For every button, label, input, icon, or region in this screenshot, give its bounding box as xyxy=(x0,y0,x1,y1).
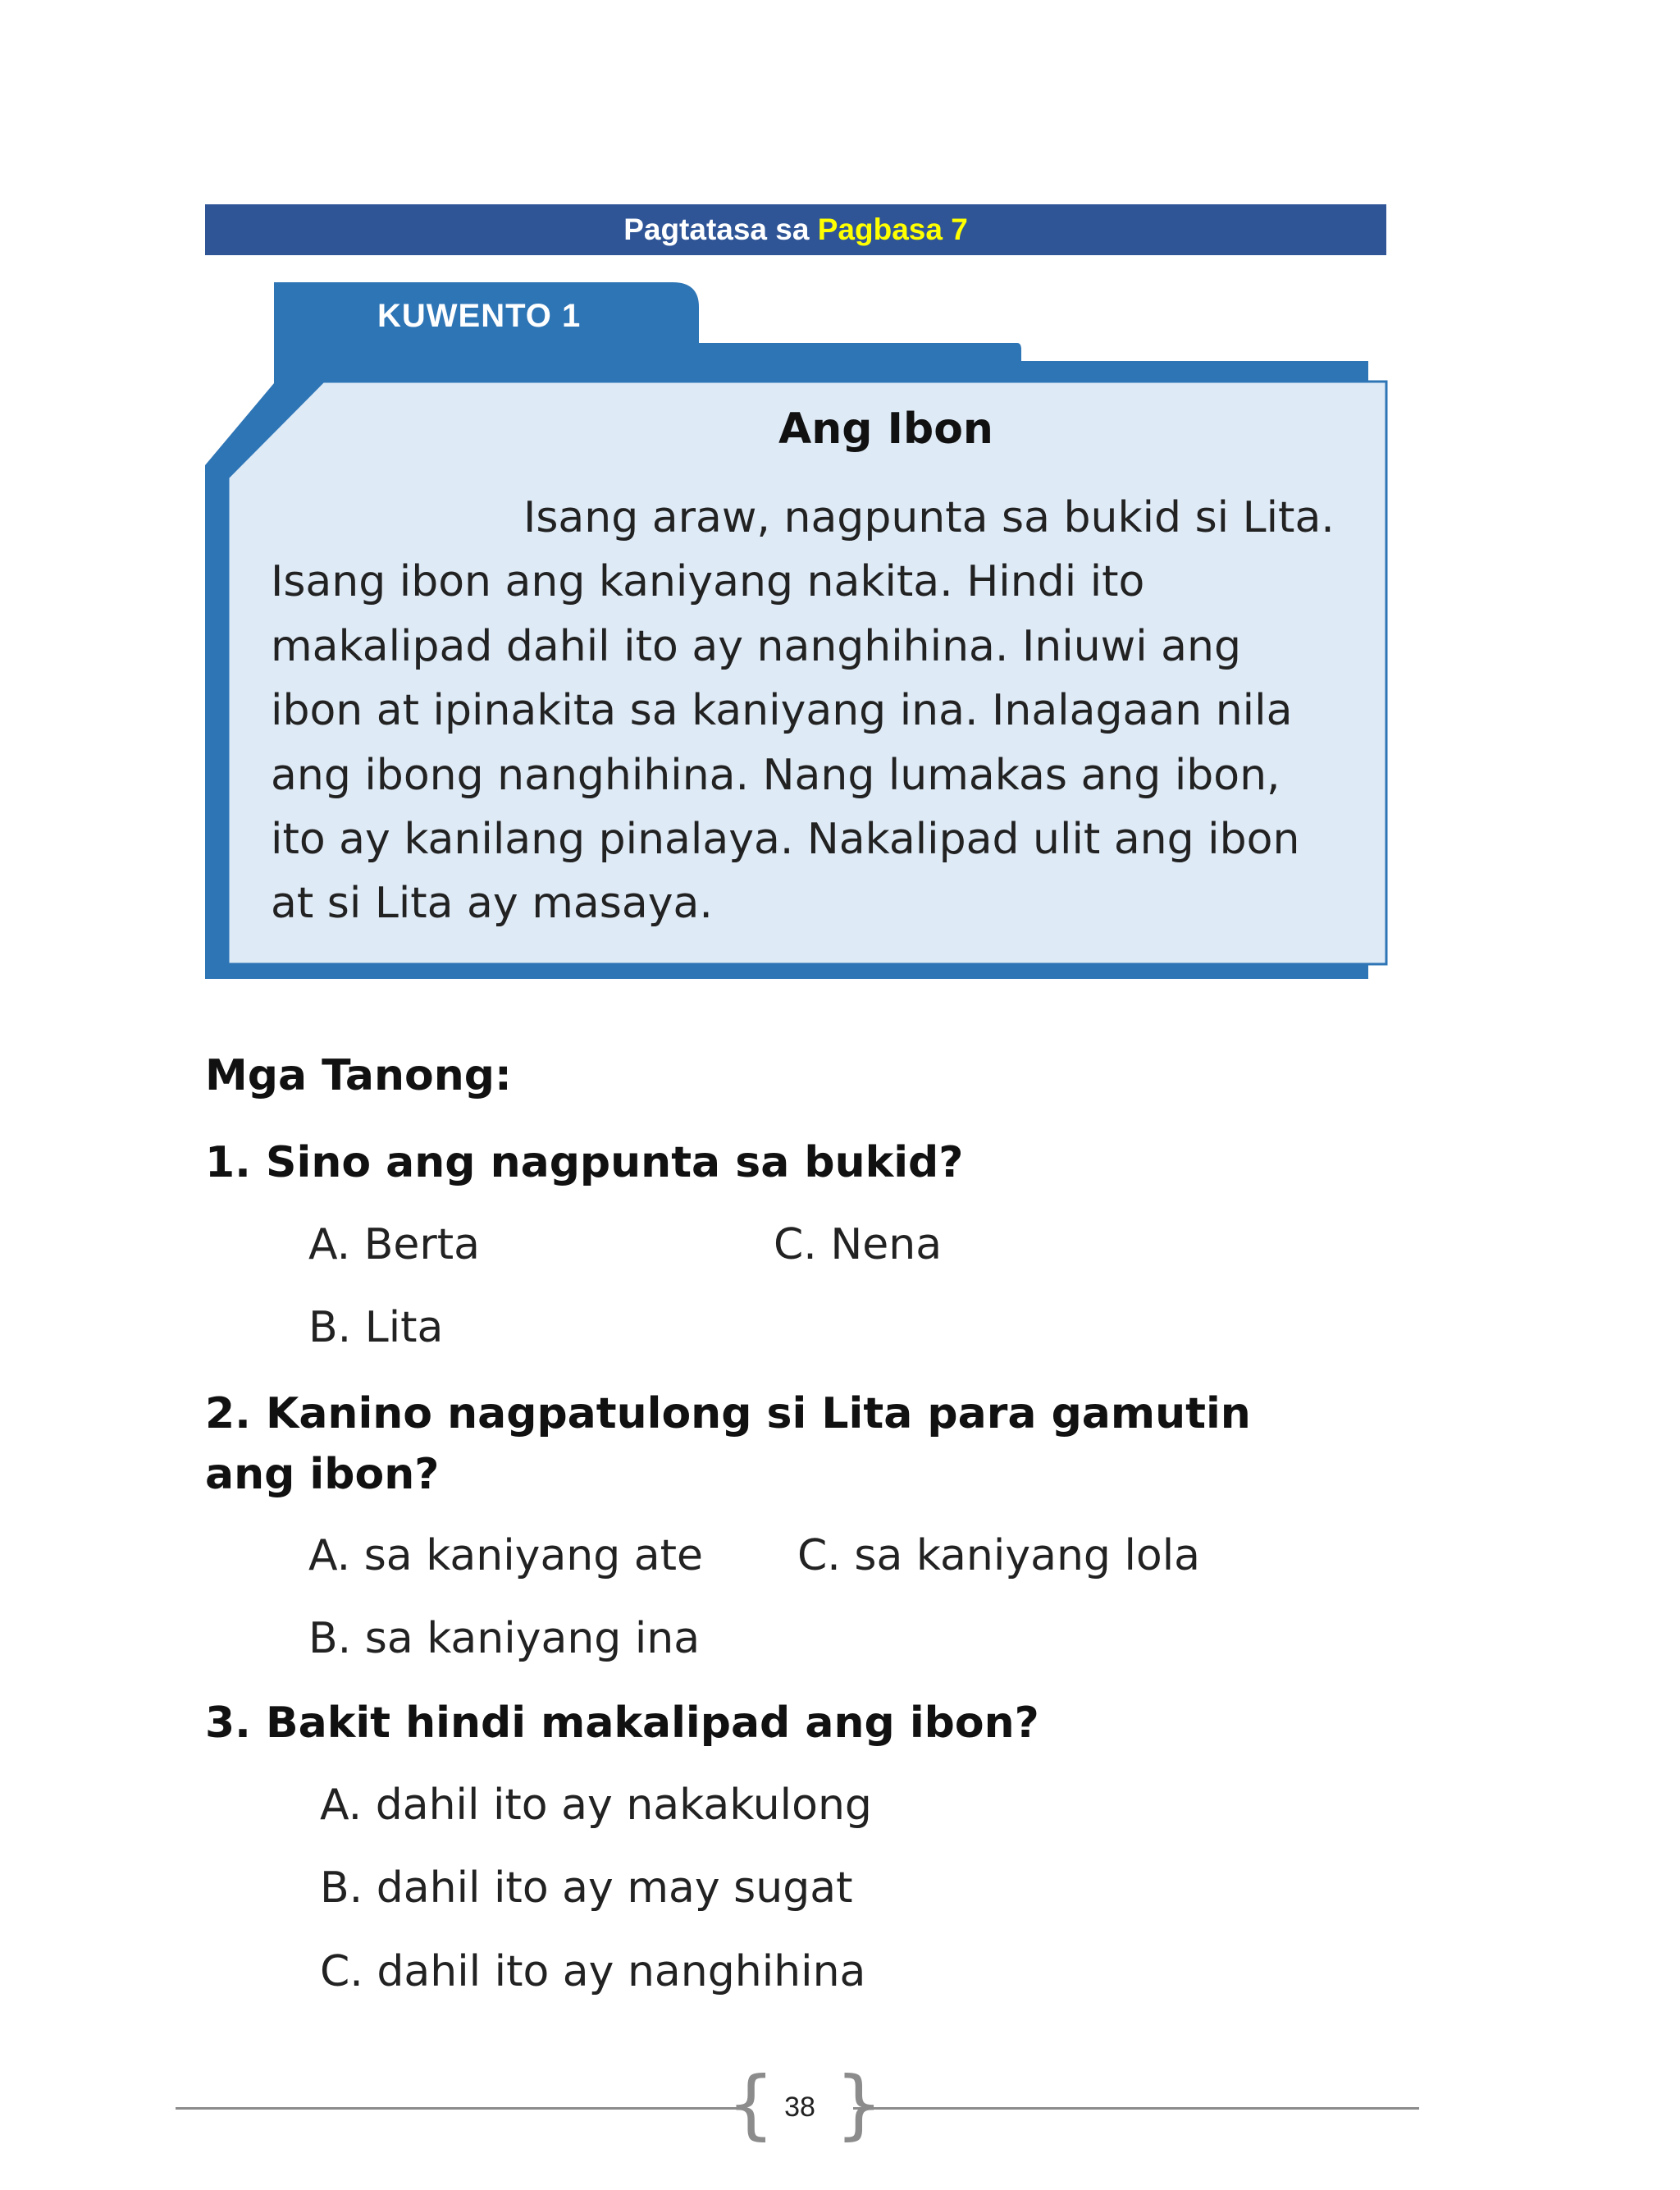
question-2-option-a: A. sa kaniyang ate xyxy=(308,1531,704,1580)
story-line: Isang araw, nagpunta sa bukid si Lita. xyxy=(523,493,1335,542)
footer-line-left xyxy=(176,2107,742,2110)
header-prefix: Pagtatasa sa xyxy=(623,213,810,246)
question-3: 3. Bakit hindi makalipad ang ibon? xyxy=(205,1699,1039,1748)
right-brace-icon: } xyxy=(835,2060,883,2148)
story-line: ibon at ipinakita sa kaniyang ina. Inalagaan nila xyxy=(271,686,1293,736)
story-line: ito ay kanilang pinalaya. Nakalipad ulit ang ibon xyxy=(271,815,1300,865)
questions-heading: Mga Tanong: xyxy=(205,1051,512,1100)
question-3-option-b: B. dahil ito ay may sugat xyxy=(320,1863,853,1913)
question-2: 2. Kanino nagpatulong si Lita para gamutin ang ibon? xyxy=(205,1389,1251,1499)
story-line: makalipad dahil ito ay nanghihina. Iniuwi ang xyxy=(271,621,1241,671)
story-tab-label: KUWENTO 1 xyxy=(377,298,582,334)
story-line: ang ibong nanghihina. Nang lumakas ang ibon, xyxy=(271,750,1281,800)
question-3-option-a: A. dahil ito ay nakakulong xyxy=(320,1781,872,1830)
panel-bottom-edge xyxy=(205,964,1368,979)
story-title: Ang Ibon xyxy=(778,405,993,454)
footer-line-right xyxy=(853,2107,1419,2110)
question-1: 1. Sino ang nagpunta sa bukid? xyxy=(205,1138,964,1187)
question-1-option-c: C. Nena xyxy=(774,1220,943,1269)
question-1-option-b: B. Lita xyxy=(308,1303,444,1352)
left-brace-icon: { xyxy=(727,2060,775,2148)
story-line: at si Lita ay masaya. xyxy=(271,879,713,929)
question-2-option-b: B. sa kaniyang ina xyxy=(308,1614,701,1663)
question-3-option-c: C. dahil ito ay nanghihina xyxy=(320,1947,866,1996)
header-highlight: Pagbasa 7 xyxy=(817,213,968,246)
panel-left-edge xyxy=(205,465,228,979)
question-1-option-a: A. Berta xyxy=(308,1220,481,1269)
question-2-option-c: C. sa kaniyang lola xyxy=(797,1531,1201,1580)
story-line: Isang ibon ang kaniyang nakita. Hindi ito xyxy=(271,557,1145,607)
story-body xyxy=(271,486,1374,936)
page-number: 38 xyxy=(784,2092,815,2123)
